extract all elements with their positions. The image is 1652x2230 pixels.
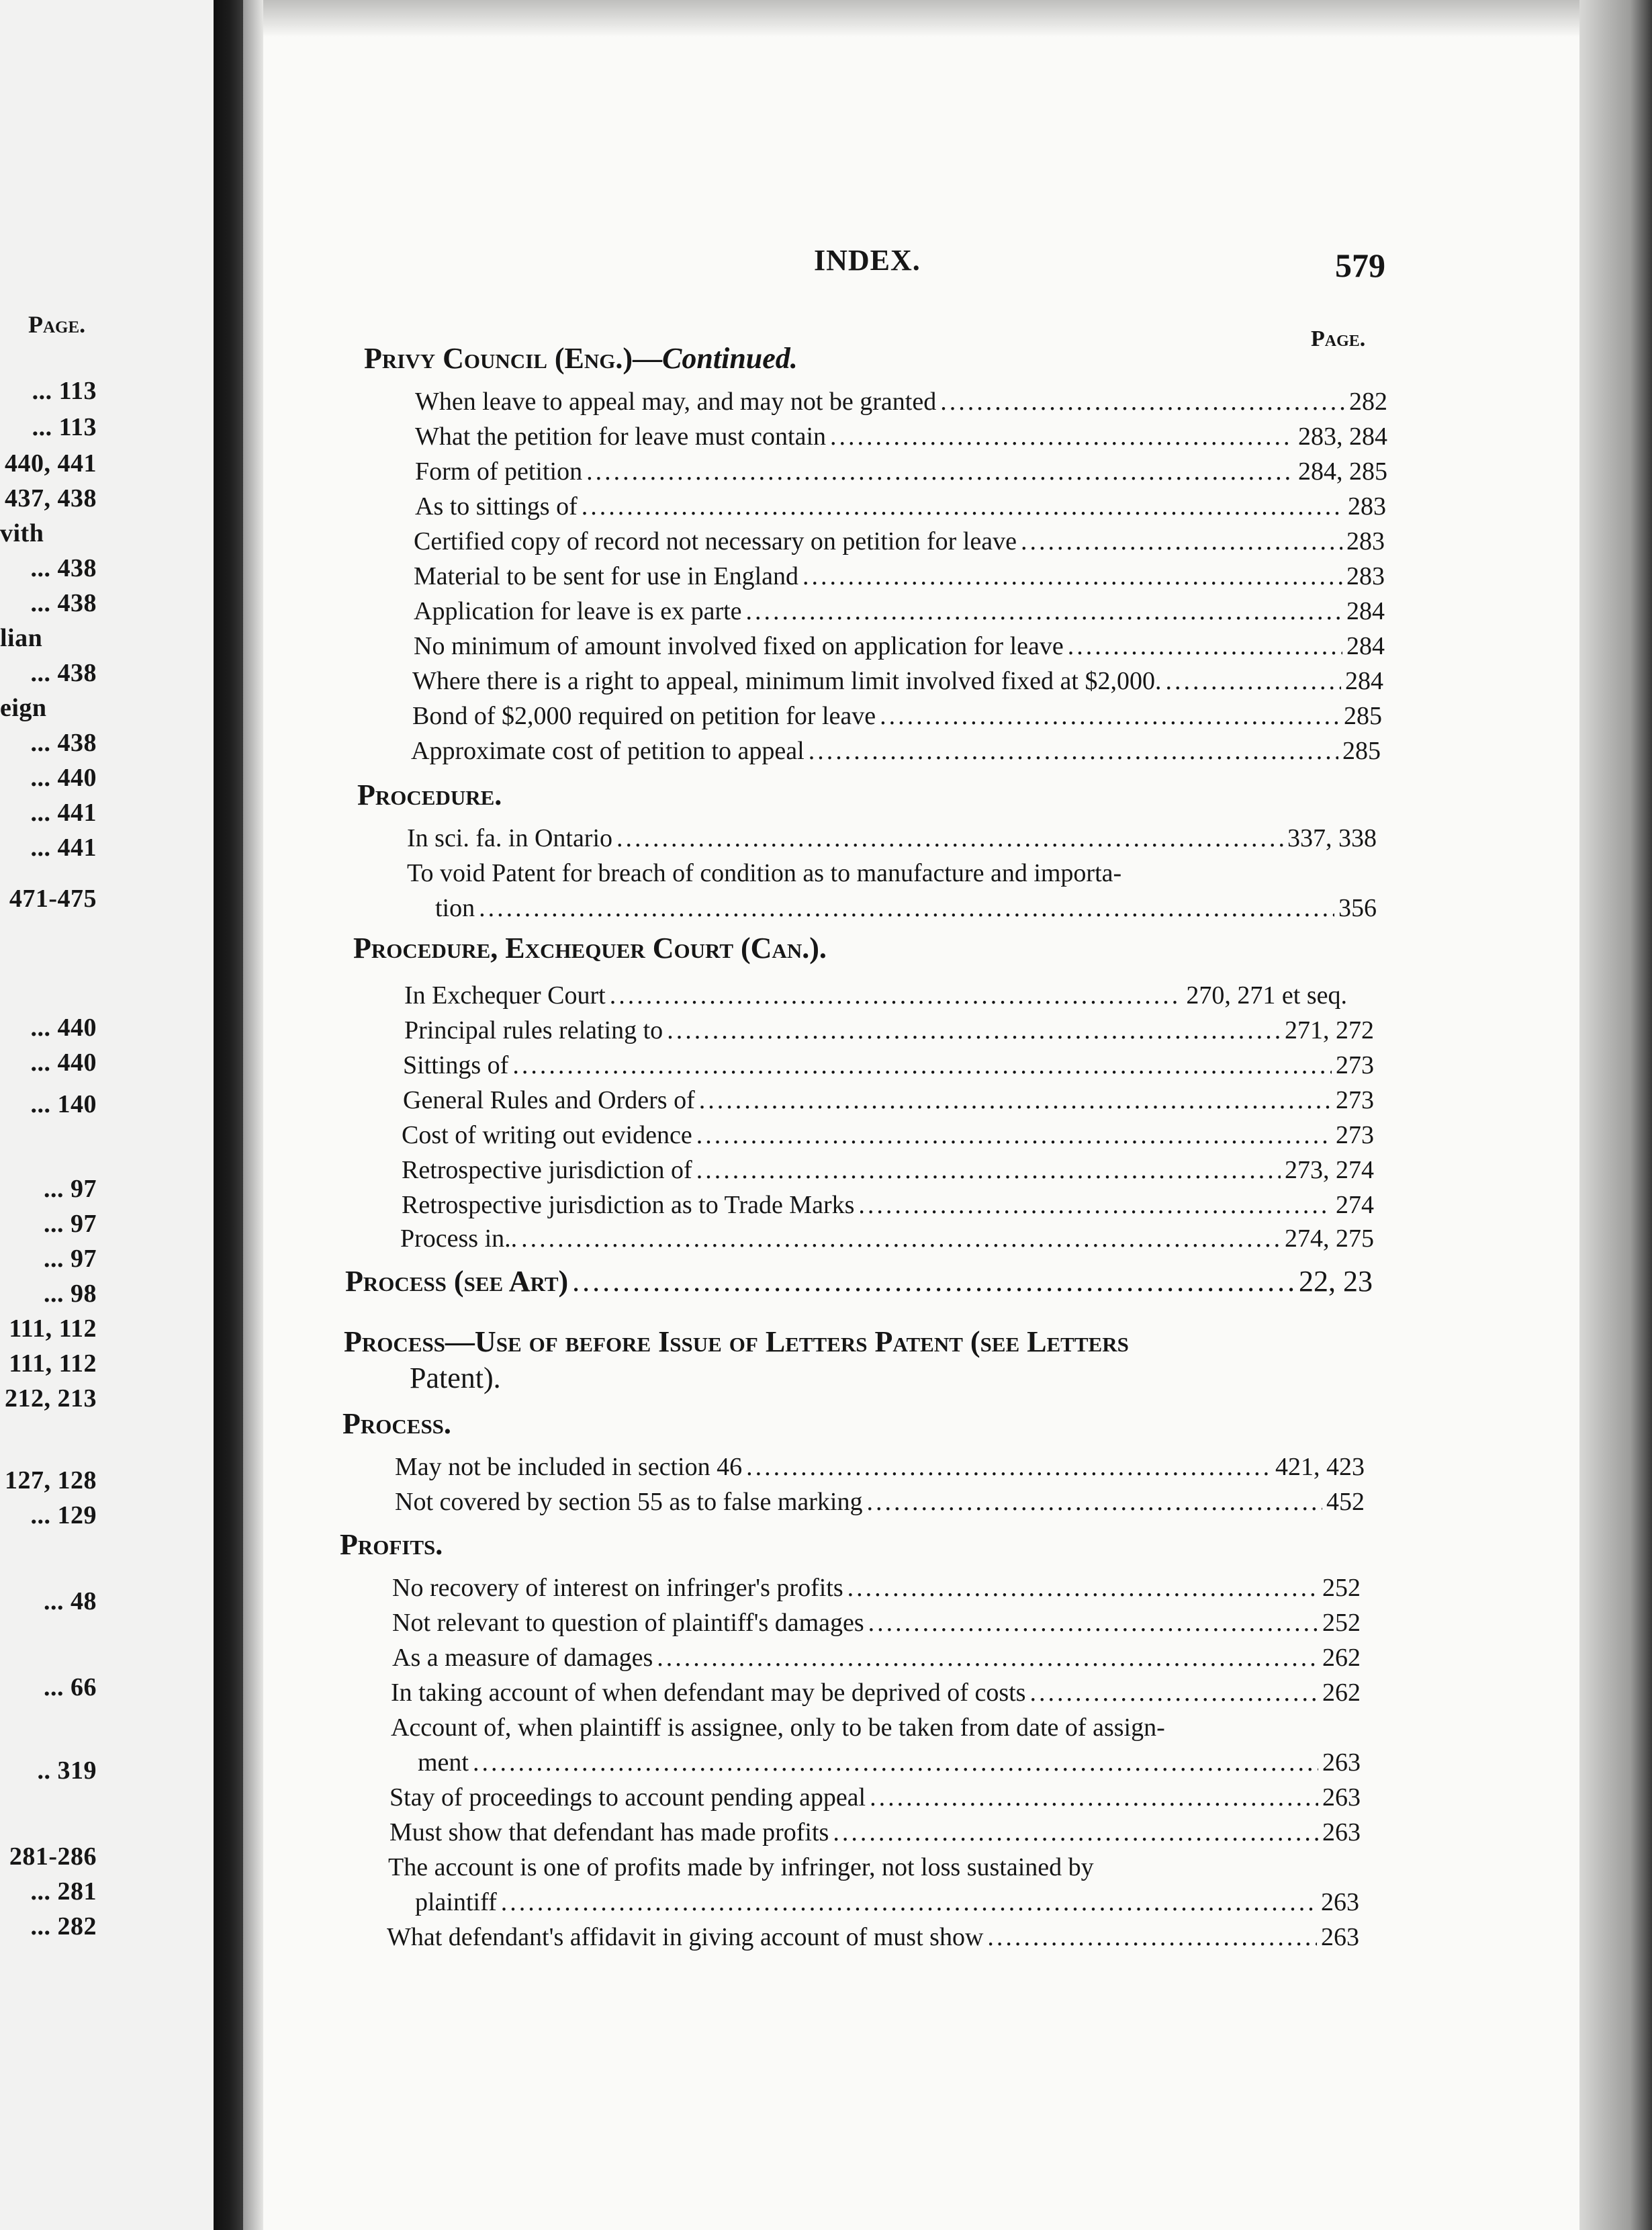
dot-leader [610, 979, 1183, 1012]
page-column-label: Page. [1311, 326, 1366, 351]
index-entry [402, 1189, 1374, 1221]
index-entry [415, 386, 1387, 418]
left-page-line: 212, 213 [5, 1384, 97, 1413]
index-entry [412, 700, 1382, 732]
index-entry [400, 1222, 1374, 1255]
left-page-line: ... 98 [44, 1280, 97, 1308]
left-page-line: ... 48 [44, 1587, 97, 1615]
left-page-line: ... 282 [30, 1912, 97, 1941]
entry-text: Process in.. [400, 1224, 518, 1253]
entry-text: Form of petition [415, 457, 583, 486]
entry-pages: 284 [1346, 597, 1385, 625]
heading-continued: Continued. [662, 342, 798, 375]
left-page-line: 111, 112 [9, 1314, 97, 1343]
dot-leader [512, 1049, 1332, 1081]
index-entry [412, 665, 1383, 697]
entry-text: Account of, when plaintiff is assignee, only to be taken from date of assign- [391, 1713, 1165, 1742]
entry-text: Retrospective jurisdiction of [402, 1156, 692, 1184]
dot-leader [521, 1222, 1281, 1255]
left-page-line: 127, 128 [5, 1466, 97, 1495]
index-entry [404, 979, 1347, 1012]
entry-text: Principal rules relating to [404, 1016, 663, 1044]
dot-leader [880, 700, 1340, 732]
entry-text: What the petition for leave must contain [415, 422, 827, 451]
entry-pages: 284 [1346, 632, 1385, 660]
dot-leader [870, 1781, 1318, 1814]
left-page-line: ... 97 [44, 1210, 97, 1238]
left-page-line: ... 129 [30, 1501, 97, 1529]
dot-leader [696, 1154, 1281, 1186]
left-page-line: 471-475 [9, 885, 97, 913]
entry-pages: 285 [1342, 737, 1381, 765]
section-heading-process-use: Process—Use of before Issue of Letters Patent (see Letters [344, 1325, 1129, 1358]
entry-pages: 270, 271 et seq. [1186, 981, 1347, 1010]
left-page-line: eign [0, 694, 47, 722]
entry-pages: 356 [1338, 894, 1377, 922]
left-page-line: 281-286 [9, 1842, 97, 1871]
entry-text: In sci. fa. in Ontario [407, 824, 613, 852]
dot-leader [473, 1746, 1318, 1779]
entry-text: No minimum of amount involved fixed on application for leave [414, 632, 1064, 660]
index-entry [395, 1486, 1365, 1518]
dot-leader [746, 1451, 1271, 1483]
index-entry [402, 1154, 1374, 1186]
left-page-line: ... 440 [30, 764, 97, 792]
entry-pages: 284, 285 [1298, 457, 1387, 486]
left-page-line: ... 113 [32, 377, 97, 405]
index-entry [411, 735, 1381, 767]
dot-leader [858, 1189, 1332, 1221]
dot-leader [1021, 525, 1342, 558]
left-page-line: ... 441 [30, 799, 97, 827]
entry-text: Stay of proceedings to account pending appeal [389, 1783, 866, 1812]
section-heading-privy-council [364, 341, 798, 375]
entry-pages: 252 [1322, 1574, 1361, 1602]
entry-pages: 283, 284 [1298, 422, 1387, 451]
entry-text: Application for leave is ex parte [414, 597, 742, 625]
dot-leader [868, 1607, 1318, 1639]
left-page-line: ... 440 [30, 1014, 97, 1042]
left-page-column-label: Page. [28, 311, 86, 338]
section-heading-procedure: Procedure. [357, 778, 502, 811]
index-entry [389, 1816, 1361, 1848]
index-entry [407, 822, 1377, 854]
entry-text: Sittings of [403, 1051, 509, 1079]
dot-leader [830, 420, 1294, 453]
index-entry [389, 1781, 1361, 1814]
dot-leader [940, 386, 1345, 418]
index-entry [391, 1677, 1361, 1709]
left-page-line: .. 319 [37, 1756, 97, 1785]
left-page-line: 437, 438 [5, 484, 97, 512]
index-entry [415, 490, 1386, 523]
entry-text: In taking account of when defendant may be deprived of costs [391, 1679, 1026, 1707]
left-page-line: 440, 441 [5, 449, 97, 478]
left-page-line: ... 281 [30, 1877, 97, 1906]
entry-pages: 262 [1322, 1644, 1361, 1672]
dot-leader [802, 560, 1342, 592]
section-heading-process-see-art: Process (see Art) [345, 1265, 569, 1298]
entry-pages: 263 [1322, 1818, 1361, 1846]
left-page-fragment [0, 0, 214, 2230]
entry-pages: 283 [1348, 492, 1386, 521]
dot-leader [657, 1642, 1318, 1674]
gutter-shadow [243, 0, 263, 2230]
left-page-line: ... 438 [30, 554, 97, 582]
running-head: INDEX. [814, 244, 921, 277]
page-edge [1579, 0, 1652, 2230]
entry-pages: 274, 275 [1285, 1224, 1374, 1253]
entry-pages: 263 [1322, 1748, 1361, 1777]
entry-text: When leave to appeal may, and may not be granted [415, 388, 937, 416]
index-entry [414, 595, 1385, 627]
entry-text: No recovery of interest on infringer's profits [392, 1574, 843, 1602]
dot-leader [572, 1263, 1295, 1300]
dot-leader [586, 455, 1294, 488]
dot-leader [847, 1572, 1318, 1604]
index-entry-process-see-art [345, 1263, 1373, 1300]
dot-leader [699, 1084, 1332, 1116]
dot-leader [501, 1886, 1317, 1918]
entry-text: What defendant's affidavit in giving account of must show [387, 1923, 984, 1951]
left-page-line: vith [0, 519, 44, 547]
dot-leader [987, 1921, 1317, 1953]
dot-leader [582, 490, 1344, 523]
entry-text: Must show that defendant has made profits [389, 1818, 829, 1846]
index-entry [404, 1014, 1374, 1046]
left-page-line: ... 440 [30, 1049, 97, 1077]
left-page-line: ... 66 [44, 1673, 97, 1701]
entry-text: Certified copy of record not necessary on petition for leave [414, 527, 1017, 555]
left-page-line: ... 438 [30, 729, 97, 757]
index-entry [395, 1451, 1365, 1483]
entry-text: The account is one of profits made by infringer, not loss sustained by [388, 1853, 1094, 1881]
entry-text: Bond of $2,000 required on petition for leave [412, 702, 876, 730]
left-page-line: ... 441 [30, 834, 97, 862]
index-entry [392, 1642, 1361, 1674]
dot-leader [616, 822, 1283, 854]
section-heading-procedure-exchequer: Procedure, Exchequer Court (Can.). [353, 932, 827, 965]
left-page-line: ... 97 [44, 1245, 97, 1273]
index-entry [415, 420, 1387, 453]
dot-leader [1029, 1677, 1318, 1709]
entry-text: To void Patent for breach of condition as to manufacture and importa- [407, 859, 1122, 887]
entry-pages: 421, 423 [1275, 1453, 1365, 1481]
entry-text: Not covered by section 55 as to false marking [395, 1488, 863, 1516]
section-heading-process: Process. [342, 1407, 451, 1440]
entry-pages: 263 [1321, 1888, 1359, 1916]
entry-pages: 263 [1321, 1923, 1359, 1951]
index-entry [415, 455, 1387, 488]
index-entry [415, 1886, 1359, 1918]
entry-text: As to sittings of [415, 492, 578, 521]
dot-leader [479, 892, 1334, 924]
entry-pages: 337, 338 [1287, 824, 1377, 852]
entry-continuation: ment [418, 1748, 469, 1777]
entry-text: Cost of writing out evidence [402, 1121, 692, 1149]
entry-pages: 252 [1322, 1609, 1361, 1637]
entry-pages: 282 [1349, 388, 1387, 416]
left-page-line: ... 140 [30, 1090, 97, 1118]
entry-pages: 273, 274 [1285, 1156, 1374, 1184]
dot-leader [746, 595, 1342, 627]
entry-text: In Exchequer Court [404, 981, 606, 1010]
index-entry [392, 1572, 1361, 1604]
left-page-line: 111, 112 [9, 1349, 97, 1378]
page-top-shading [263, 0, 1579, 37]
dot-leader [866, 1486, 1322, 1518]
entry-pages: 452 [1326, 1488, 1365, 1516]
left-page-line: lian [0, 624, 43, 652]
heading-continuation: Patent). [410, 1362, 501, 1394]
entry-pages: 273 [1336, 1086, 1374, 1114]
entry-text: Where there is a right to appeal, minimum limit involved fixed at $2,000. [412, 667, 1162, 695]
entry-continuation: plaintiff [415, 1888, 497, 1916]
index-entry [392, 1607, 1361, 1639]
index-entry [435, 892, 1377, 924]
left-page-line: ... 438 [30, 589, 97, 617]
index-entry [403, 1049, 1374, 1081]
left-page-line: ... 113 [32, 413, 97, 441]
heading-text: Privy Council (Eng.)— [364, 342, 663, 375]
dot-leader [1068, 630, 1342, 662]
dot-leader [696, 1119, 1332, 1151]
left-page-line: ... 438 [30, 659, 97, 687]
entry-pages: 271, 272 [1285, 1016, 1374, 1044]
entry-text: Approximate cost of petition to appeal [411, 737, 805, 765]
entry-pages: 273 [1336, 1121, 1374, 1149]
entry-pages: 273 [1336, 1051, 1374, 1079]
dot-leader [1165, 665, 1341, 697]
dot-leader [809, 735, 1338, 767]
section-heading-profits: Profits. [340, 1528, 443, 1561]
entry-text: Not relevant to question of plaintiff's damages [392, 1609, 864, 1637]
entry-pages: 263 [1322, 1783, 1361, 1812]
index-entry [414, 630, 1385, 662]
entry-pages: 274 [1336, 1191, 1374, 1219]
book-gutter [214, 0, 243, 2230]
left-page-line: ... 97 [44, 1175, 97, 1203]
dot-leader [833, 1816, 1318, 1848]
entry-text: As a measure of damages [392, 1644, 653, 1672]
entry-text: Retrospective jurisdiction as to Trade Marks [402, 1191, 855, 1219]
entry-pages: 262 [1322, 1679, 1361, 1707]
entry-pages: 284 [1345, 667, 1383, 695]
entry-continuation: tion [435, 894, 475, 922]
index-entry [403, 1084, 1374, 1116]
index-entry [387, 1921, 1359, 1953]
entry-pages: 283 [1346, 527, 1385, 555]
index-entry [414, 560, 1385, 592]
page-number: 579 [1335, 247, 1385, 284]
entry-text: General Rules and Orders of [403, 1086, 695, 1114]
entry-text: May not be included in section 46 [395, 1453, 743, 1481]
dot-leader [667, 1014, 1281, 1046]
index-entry [402, 1119, 1374, 1151]
entry-pages: 285 [1344, 702, 1382, 730]
index-entry [414, 525, 1385, 558]
entry-pages: 22, 23 [1299, 1265, 1373, 1298]
index-entry [418, 1746, 1361, 1779]
entry-pages: 283 [1346, 562, 1385, 590]
entry-text: Material to be sent for use in England [414, 562, 799, 590]
